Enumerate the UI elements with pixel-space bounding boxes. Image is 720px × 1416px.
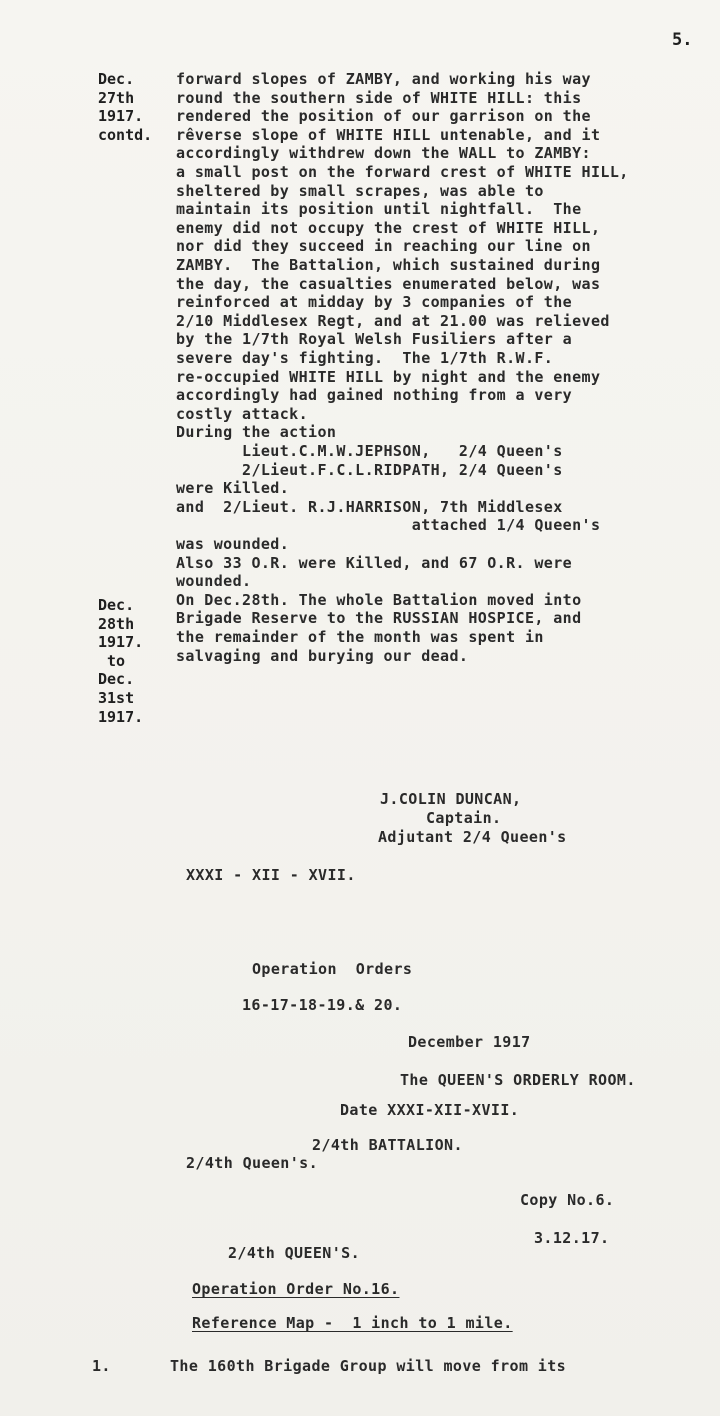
body-line: round the southern side of WHITE HILL: this: [176, 88, 582, 107]
margin-date-line: 27th: [98, 88, 135, 107]
item-text: The 160th Brigade Group will move from its: [170, 1357, 567, 1375]
margin-date-dec-28-31: [98, 596, 143, 726]
page-number: 5.: [672, 30, 693, 50]
body-line: Brigade Reserve to the RUSSIAN HOSPICE, and: [176, 609, 582, 628]
body-line: Also 33 O.R. were Killed, and 67 O.R. were: [176, 553, 573, 572]
body-line: by the 1/7th Royal Welsh Fusiliers after a: [176, 330, 573, 349]
body-line: nor did they succeed in reaching our line on: [176, 237, 591, 256]
body-line: rendered the position of our garrison on the: [176, 107, 591, 126]
signature-role: Adjutant 2/4 Queen's: [378, 828, 567, 846]
orders-date-line: Date XXXI-XII-XVII.: [340, 1101, 520, 1119]
margin-date-line: Dec.: [98, 596, 135, 614]
body-line: rêverse slope of WHITE HILL untenable, and it: [176, 125, 601, 144]
operation-order-title: Operation Order No.16.: [192, 1280, 400, 1298]
body-line: and 2/Lieut. R.J.HARRISON, 7th Middlesex: [176, 497, 563, 516]
body-line: On Dec.28th. The whole Battalion moved into: [176, 590, 582, 609]
queens-line: 2/4th Queen's.: [186, 1154, 319, 1172]
body-line: wounded.: [176, 572, 252, 591]
body-line: the remainder of the month was spent in: [176, 628, 544, 646]
body-line: were Killed.: [176, 479, 290, 498]
body-line: was wounded.: [176, 535, 290, 553]
body-line: accordingly withdrew down the WALL to ZAMBY:: [176, 144, 591, 163]
body-line: costly attack.: [176, 404, 309, 423]
margin-date-line: 1917.: [98, 107, 144, 126]
margin-date-line: 1917.: [98, 707, 144, 726]
body-line: During the action: [176, 423, 337, 442]
body-line: a small post on the forward crest of WHITE HILL,: [176, 163, 629, 181]
margin-date-line: 1917.: [98, 633, 144, 652]
body-line: the day, the casualties enumerated below, was: [176, 274, 601, 293]
body-line: forward slopes of ZAMBY, and working his way: [176, 70, 591, 88]
body-line: salvaging and burying our dead.: [176, 646, 469, 665]
margin-date-line: contd.: [98, 125, 153, 144]
body-line: Lieut.C.M.W.JEPHSON, 2/4 Queen's: [176, 442, 563, 460]
body-line: reinforced at midday by 3 companies of the: [176, 293, 573, 312]
copy-date: 3.12.17.: [534, 1229, 610, 1247]
queens-caps-line: 2/4th QUEEN'S.: [228, 1244, 361, 1262]
body-line: 2/Lieut.F.C.L.RIDPATH, 2/4 Queen's: [176, 460, 563, 479]
margin-date-dec-27: [98, 70, 152, 144]
body-line: re-occupied WHITE HILL by night and the enemy: [176, 367, 601, 386]
body-line: enemy did not occupy the crest of WHITE HILL,: [176, 218, 601, 237]
reference-map-line: Reference Map - 1 inch to 1 mile.: [192, 1314, 513, 1332]
margin-date-line: Dec.: [98, 70, 135, 88]
date-roman: XXXI - XII - XVII.: [186, 866, 356, 884]
body-line: maintain its position until nightfall. The: [176, 200, 582, 219]
orders-numbers: 16-17-18-19.& 20.: [242, 996, 403, 1014]
body-line: 2/10 Middlesex Regt, and at 21.00 was relieved: [176, 311, 610, 330]
body-line: sheltered by small scrapes, was able to: [176, 181, 544, 200]
margin-date-line: to: [98, 651, 126, 670]
body-line: severe day's fighting. The 1/7th R.W.F.: [176, 349, 554, 367]
item-number: 1.: [92, 1357, 111, 1375]
body-line: attached 1/4 Queen's: [176, 516, 601, 535]
margin-date-line: 28th: [98, 614, 135, 633]
signature-name: J.COLIN DUNCAN,: [380, 790, 522, 808]
orders-month: December 1917: [408, 1033, 531, 1051]
body-line: ZAMBY. The Battalion, which sustained during: [176, 256, 601, 274]
copy-number: Copy No.6.: [520, 1191, 615, 1209]
margin-date-line: 31st: [98, 688, 135, 707]
battalion-line: 2/4th BATTALION.: [312, 1136, 463, 1154]
margin-date-line: Dec.: [98, 670, 135, 689]
orderly-room: The QUEEN'S ORDERLY ROOM.: [400, 1071, 636, 1089]
signature-rank: Captain.: [426, 809, 502, 827]
orders-heading: Operation Orders: [252, 960, 413, 978]
body-line: accordingly had gained nothing from a very: [176, 386, 573, 405]
